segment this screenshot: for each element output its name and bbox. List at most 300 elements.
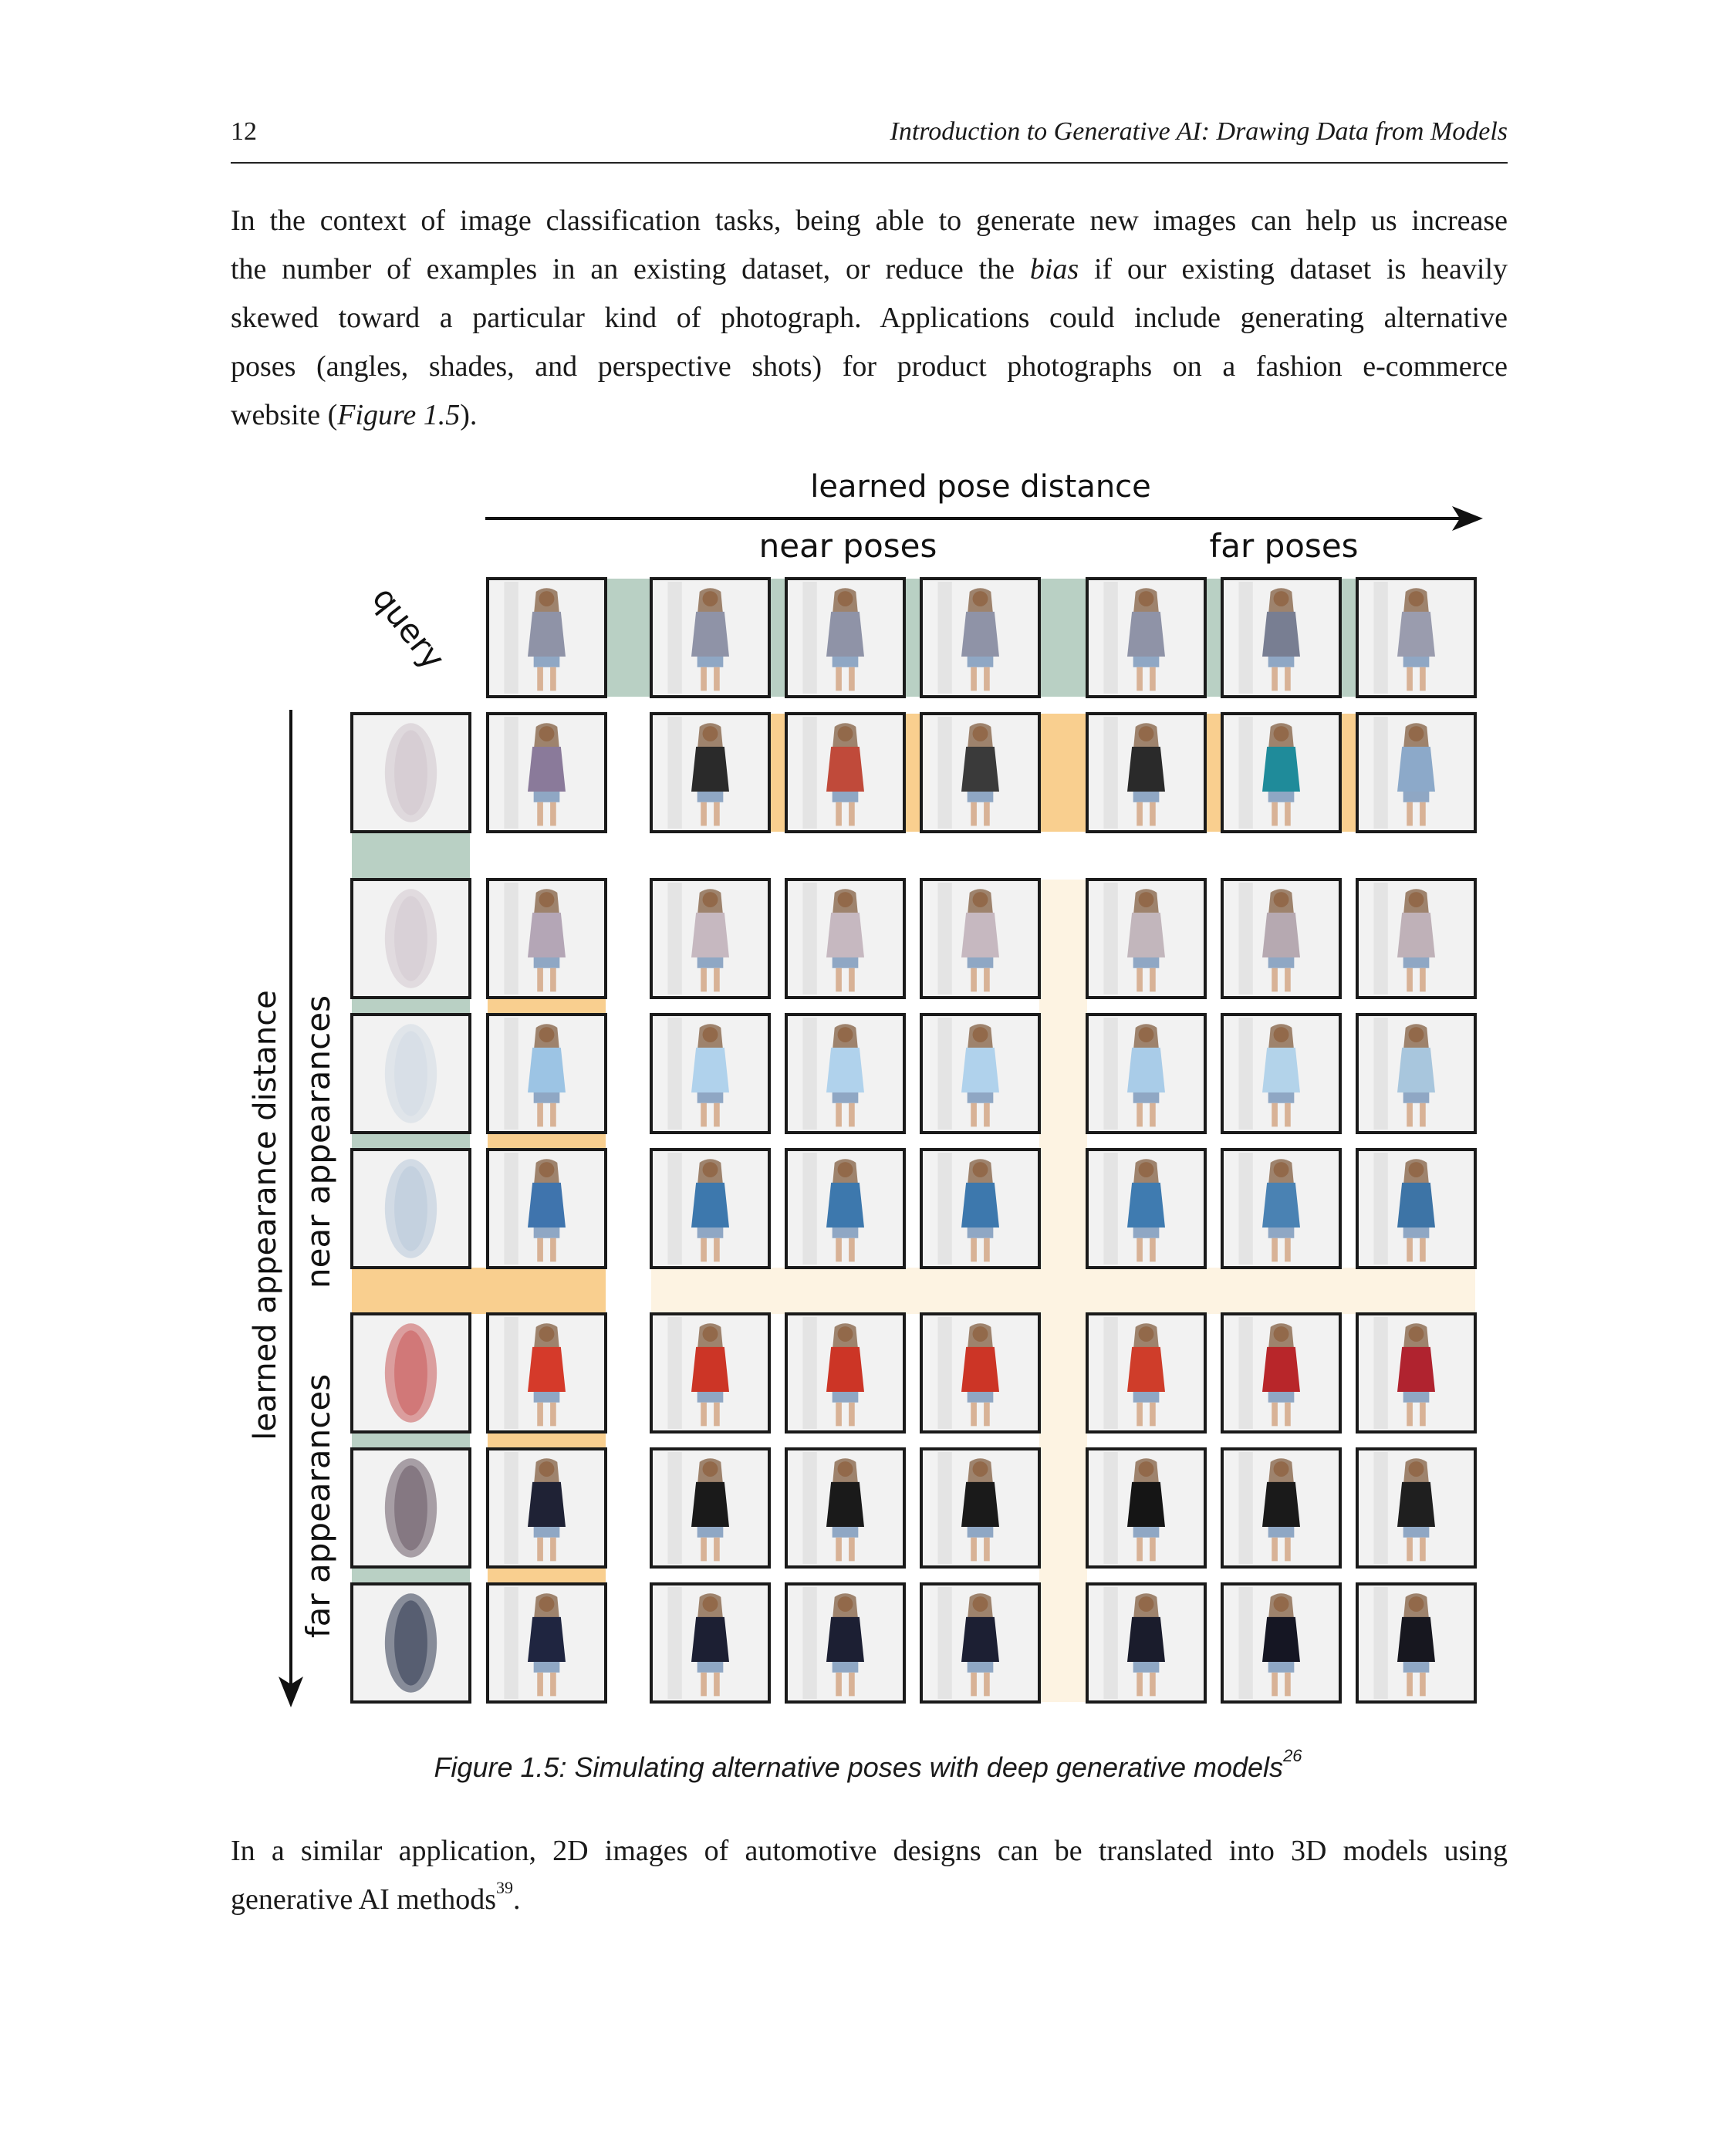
garment <box>1262 1048 1300 1092</box>
leg-right <box>1420 1238 1426 1262</box>
emphasis-bias: bias <box>1029 253 1079 285</box>
shorts <box>968 792 994 802</box>
shorts <box>697 1662 724 1673</box>
leg-left <box>836 1238 842 1262</box>
leg-right <box>550 1103 556 1127</box>
running-header <box>231 116 1508 164</box>
garment <box>826 1183 864 1228</box>
leg-left <box>537 1103 543 1127</box>
blurred-core <box>394 896 427 981</box>
shorts <box>534 1228 560 1238</box>
paragraph-line: In the context of image classification tasks, being able to generate new images can help us increase <box>231 204 1508 237</box>
garment <box>1262 612 1300 657</box>
leg-left <box>1137 1238 1143 1262</box>
paragraph-line: poses (angles, shades, and perspective shots) for product photographs on a fashion e-commerce <box>231 350 1508 383</box>
backdrop-strip <box>937 1153 951 1265</box>
leg-right <box>849 802 855 826</box>
blurred-core <box>394 1465 427 1550</box>
leg-right <box>1150 1403 1156 1427</box>
garment <box>528 612 566 657</box>
shorts <box>1403 957 1430 968</box>
shorts <box>1268 1228 1295 1238</box>
figure-caption: Figure 1.5: Simulating alternative poses with deep generative models$^{26}$ <box>434 1746 1302 1783</box>
garment <box>1127 913 1165 957</box>
leg-right <box>1285 1103 1291 1127</box>
backdrop-strip <box>802 1452 816 1564</box>
leg-left <box>1407 1103 1413 1127</box>
paragraph-line: In a similar application, 2D images of automotive designs can be translated into 3D models using <box>231 1835 1508 1867</box>
shorts <box>1133 957 1160 968</box>
leg-right <box>1285 1238 1291 1262</box>
leg-left <box>971 802 977 826</box>
leg-left <box>537 1403 543 1427</box>
garment <box>1127 747 1165 792</box>
leg-right <box>1285 1403 1291 1427</box>
backdrop-strip <box>802 1317 816 1429</box>
body-paragraph-1 <box>231 197 1508 440</box>
leg-right <box>1150 1673 1156 1697</box>
leg-left <box>971 1538 977 1562</box>
leg-left <box>1272 667 1278 691</box>
shorts <box>833 1228 859 1238</box>
garment <box>1397 1048 1435 1092</box>
garment <box>1397 1482 1435 1527</box>
shorts <box>968 1228 994 1238</box>
backdrop-strip <box>667 1452 681 1564</box>
garment <box>826 1617 864 1662</box>
shorts <box>833 1662 859 1673</box>
backdrop-strip <box>802 883 816 995</box>
garment <box>528 1617 566 1662</box>
backdrop-strip <box>667 717 681 829</box>
leg-right <box>1150 1238 1156 1262</box>
garment <box>691 1482 729 1527</box>
shorts <box>1403 1662 1430 1673</box>
backdrop-strip <box>1373 1153 1387 1265</box>
backdrop-strip <box>504 1452 518 1564</box>
leg-right <box>550 1238 556 1262</box>
leg-right <box>1150 667 1156 691</box>
garment <box>961 1183 999 1228</box>
figure-reference-link[interactable]: Figure 1.5 <box>337 399 461 431</box>
shorts <box>833 957 859 968</box>
query-label: query <box>365 579 453 677</box>
backdrop-strip <box>667 1018 681 1130</box>
backdrop-strip <box>1238 582 1252 694</box>
far-poses-label: far poses <box>1209 527 1359 565</box>
garment <box>961 612 999 657</box>
leg-right <box>984 667 990 691</box>
garment <box>1397 1617 1435 1662</box>
blurred-core <box>394 1166 427 1251</box>
leg-left <box>836 1103 842 1127</box>
running-title: Introduction to Generative AI: Drawing Data from Models <box>890 117 1508 146</box>
backdrop-strip <box>1238 1153 1252 1265</box>
leg-right <box>550 667 556 691</box>
shorts <box>697 957 724 968</box>
backdrop-strip <box>1103 1018 1117 1130</box>
leg-left <box>1137 1403 1143 1427</box>
leg-left <box>537 968 543 992</box>
garment <box>961 1617 999 1662</box>
leg-right <box>1420 802 1426 826</box>
garment <box>1262 1617 1300 1662</box>
leg-left <box>1272 968 1278 992</box>
garment <box>691 747 729 792</box>
shorts <box>968 1392 994 1403</box>
leg-right <box>714 667 720 691</box>
leg-right <box>1150 1103 1156 1127</box>
backdrop-strip <box>1103 582 1117 694</box>
leg-right <box>1150 802 1156 826</box>
shorts <box>833 1092 859 1103</box>
shorts <box>697 1392 724 1403</box>
leg-left <box>701 802 707 826</box>
garment <box>1397 747 1435 792</box>
backdrop-strip <box>937 883 951 995</box>
leg-right <box>849 1673 855 1697</box>
backdrop-strip <box>667 1587 681 1699</box>
paragraph-line: generative AI methods$^{39}$. <box>231 1878 521 1916</box>
page-number: 12 <box>231 117 257 146</box>
backdrop-strip <box>504 883 518 995</box>
garment <box>1127 612 1165 657</box>
leg-right <box>849 1103 855 1127</box>
backdrop-strip <box>937 1018 951 1130</box>
leg-right <box>550 1673 556 1697</box>
backdrop-strip <box>802 582 816 694</box>
shorts <box>697 1527 724 1538</box>
body-paragraph-2 <box>231 1827 1508 1924</box>
caption-footnote-ref[interactable]: 26 <box>1283 1746 1302 1765</box>
leg-left <box>971 1673 977 1697</box>
garment <box>826 747 864 792</box>
leg-left <box>1137 667 1143 691</box>
leg-right <box>1420 1538 1426 1562</box>
leg-right <box>984 1538 990 1562</box>
leg-left <box>836 1403 842 1427</box>
shorts <box>697 792 724 802</box>
leg-left <box>701 1403 707 1427</box>
backdrop-strip <box>1103 1153 1117 1265</box>
left-axis-label: learned appearance distance <box>248 990 283 1440</box>
backdrop-strip <box>802 1018 816 1130</box>
leg-left <box>1137 1103 1143 1127</box>
footnote-ref[interactable]: 39 <box>496 1878 514 1897</box>
shorts <box>534 1392 560 1403</box>
leg-left <box>1407 667 1413 691</box>
backdrop-strip <box>667 883 681 995</box>
shorts <box>1268 1527 1295 1538</box>
garment <box>961 1347 999 1392</box>
garment <box>961 747 999 792</box>
backdrop-strip <box>504 582 518 694</box>
leg-left <box>836 968 842 992</box>
garment <box>1397 1183 1435 1228</box>
shorts <box>968 1092 994 1103</box>
shorts <box>697 1228 724 1238</box>
garment <box>691 913 729 957</box>
leg-right <box>849 667 855 691</box>
shorts <box>1133 1228 1160 1238</box>
leg-right <box>1285 1673 1291 1697</box>
garment <box>826 1048 864 1092</box>
garment <box>826 612 864 657</box>
leg-right <box>550 968 556 992</box>
backdrop-strip <box>504 1018 518 1130</box>
shorts <box>1268 657 1295 667</box>
leg-left <box>1272 1673 1278 1697</box>
leg-right <box>714 1103 720 1127</box>
leg-right <box>984 1238 990 1262</box>
leg-right <box>1420 1403 1426 1427</box>
leg-right <box>984 1403 990 1427</box>
leg-left <box>971 1103 977 1127</box>
leg-right <box>1285 802 1291 826</box>
leg-right <box>984 1673 990 1697</box>
leg-left <box>1272 1403 1278 1427</box>
garment <box>826 1482 864 1527</box>
leg-left <box>836 1538 842 1562</box>
leg-left <box>1407 1238 1413 1262</box>
leg-right <box>984 968 990 992</box>
shorts <box>697 657 724 667</box>
backdrop-strip <box>1373 1587 1387 1699</box>
shorts <box>534 957 560 968</box>
leg-left <box>1407 968 1413 992</box>
leg-right <box>849 1403 855 1427</box>
backdrop-strip <box>937 1317 951 1429</box>
garment <box>1262 913 1300 957</box>
garment <box>528 1183 566 1228</box>
shorts <box>1403 1527 1430 1538</box>
backdrop-strip <box>937 1452 951 1564</box>
backdrop-strip <box>667 1153 681 1265</box>
garment <box>691 1617 729 1662</box>
garment <box>961 1048 999 1092</box>
leg-left <box>537 802 543 826</box>
shorts <box>534 657 560 667</box>
backdrop-strip <box>504 1587 518 1699</box>
backdrop-strip <box>1238 883 1252 995</box>
shorts <box>1133 1092 1160 1103</box>
leg-right <box>1420 968 1426 992</box>
shorts <box>534 1092 560 1103</box>
garment <box>1127 1048 1165 1092</box>
garment <box>1397 913 1435 957</box>
garment <box>826 1347 864 1392</box>
garment <box>961 1482 999 1527</box>
garment <box>1262 1482 1300 1527</box>
shorts <box>1403 657 1430 667</box>
shorts <box>968 1527 994 1538</box>
garment <box>826 913 864 957</box>
leg-left <box>836 667 842 691</box>
shorts <box>534 1662 560 1673</box>
leg-left <box>1407 1403 1413 1427</box>
backdrop-strip <box>1238 1587 1252 1699</box>
leg-right <box>984 802 990 826</box>
garment <box>1262 1347 1300 1392</box>
shorts <box>968 957 994 968</box>
far-appearances-label: far appearances <box>299 1373 337 1639</box>
paragraph-line: skewed toward a particular kind of photograph. Applications could include generating alternative <box>231 302 1508 334</box>
garment <box>1262 747 1300 792</box>
paragraph-line: website (Figure 1.5). <box>231 399 478 431</box>
leg-right <box>849 1538 855 1562</box>
backdrop-strip <box>667 582 681 694</box>
leg-right <box>714 1673 720 1697</box>
backdrop-strip <box>1373 582 1387 694</box>
backdrop-strip <box>1103 717 1117 829</box>
shorts <box>1133 1662 1160 1673</box>
leg-right <box>1420 1103 1426 1127</box>
horizontal-light-band <box>651 1268 1475 1314</box>
leg-left <box>537 1238 543 1262</box>
leg-left <box>701 1238 707 1262</box>
leg-left <box>1407 802 1413 826</box>
leg-right <box>714 968 720 992</box>
garment <box>528 913 566 957</box>
shorts <box>1268 957 1295 968</box>
leg-right <box>984 1103 990 1127</box>
shorts <box>1133 657 1160 667</box>
leg-right <box>550 1538 556 1562</box>
shorts <box>697 1092 724 1103</box>
figure-1-5 <box>231 463 1508 1721</box>
backdrop-strip <box>1373 1452 1387 1564</box>
leg-left <box>836 802 842 826</box>
shorts <box>1268 792 1295 802</box>
leg-left <box>701 1538 707 1562</box>
shorts <box>1133 1527 1160 1538</box>
backdrop-strip <box>1103 883 1117 995</box>
leg-left <box>537 1538 543 1562</box>
garment <box>1127 1617 1165 1662</box>
garment <box>528 1048 566 1092</box>
shorts <box>534 792 560 802</box>
leg-left <box>1272 1538 1278 1562</box>
shorts <box>833 657 859 667</box>
shorts <box>534 1527 560 1538</box>
leg-left <box>1137 802 1143 826</box>
shorts <box>833 792 859 802</box>
shorts <box>1403 792 1430 802</box>
leg-left <box>836 1673 842 1697</box>
leg-right <box>1285 968 1291 992</box>
backdrop-strip <box>1238 717 1252 829</box>
shorts <box>833 1392 859 1403</box>
backdrop-strip <box>1103 1317 1117 1429</box>
leg-right <box>1420 667 1426 691</box>
shorts <box>1403 1228 1430 1238</box>
leg-left <box>1137 1673 1143 1697</box>
shorts <box>1403 1392 1430 1403</box>
garment <box>691 1048 729 1092</box>
leg-left <box>971 1403 977 1427</box>
garment <box>1127 1482 1165 1527</box>
backdrop-strip <box>667 1317 681 1429</box>
backdrop-strip <box>504 1153 518 1265</box>
backdrop-strip <box>1373 1317 1387 1429</box>
backdrop-strip <box>937 1587 951 1699</box>
leg-right <box>550 1403 556 1427</box>
backdrop-strip <box>1238 1452 1252 1564</box>
leg-left <box>971 1238 977 1262</box>
backdrop-strip <box>1373 883 1387 995</box>
leg-left <box>1137 1538 1143 1562</box>
garment <box>961 913 999 957</box>
leg-left <box>1272 1238 1278 1262</box>
shorts <box>968 1662 994 1673</box>
blurred-core <box>394 1600 427 1685</box>
garment <box>1397 612 1435 657</box>
leg-left <box>701 1673 707 1697</box>
shorts <box>1403 1092 1430 1103</box>
backdrop-strip <box>1238 1317 1252 1429</box>
leg-right <box>1285 667 1291 691</box>
shorts <box>1268 1392 1295 1403</box>
garment <box>528 1347 566 1392</box>
leg-right <box>1150 968 1156 992</box>
leg-left <box>971 968 977 992</box>
shorts <box>1133 1392 1160 1403</box>
shorts <box>1268 1092 1295 1103</box>
leg-right <box>1150 1538 1156 1562</box>
garment <box>691 1347 729 1392</box>
blurred-core <box>394 1031 427 1116</box>
leg-right <box>849 1238 855 1262</box>
backdrop-strip <box>1238 1018 1252 1130</box>
leg-right <box>1420 1673 1426 1697</box>
leg-left <box>701 1103 707 1127</box>
leg-left <box>1407 1538 1413 1562</box>
garment <box>1127 1183 1165 1228</box>
leg-right <box>1285 1538 1291 1562</box>
leg-right <box>714 802 720 826</box>
paragraph-line: the number of examples in an existing dataset, or reduce the bias if our existing dataset is heavily <box>231 253 1508 285</box>
backdrop-strip <box>1103 1452 1117 1564</box>
backdrop-strip <box>937 582 951 694</box>
top-axis-label: learned pose distance <box>810 469 1151 505</box>
garment <box>1397 1347 1435 1392</box>
backdrop-strip <box>1373 1018 1387 1130</box>
separator-band <box>352 1268 606 1314</box>
leg-left <box>1137 968 1143 992</box>
leg-left <box>537 667 543 691</box>
leg-right <box>550 802 556 826</box>
leg-left <box>1272 1103 1278 1127</box>
garment <box>528 1482 566 1527</box>
leg-left <box>1407 1673 1413 1697</box>
shorts <box>1268 1662 1295 1673</box>
shorts <box>833 1527 859 1538</box>
pose-appearance-grid <box>231 463 1508 1721</box>
leg-left <box>701 667 707 691</box>
garment <box>1127 1347 1165 1392</box>
shorts <box>1133 792 1160 802</box>
leg-right <box>714 1403 720 1427</box>
garment <box>691 1183 729 1228</box>
leg-left <box>701 968 707 992</box>
leg-left <box>971 667 977 691</box>
blurred-core <box>394 730 427 815</box>
backdrop-strip <box>504 1317 518 1429</box>
backdrop-strip <box>504 717 518 829</box>
garment <box>691 612 729 657</box>
leg-right <box>849 968 855 992</box>
shorts <box>968 657 994 667</box>
